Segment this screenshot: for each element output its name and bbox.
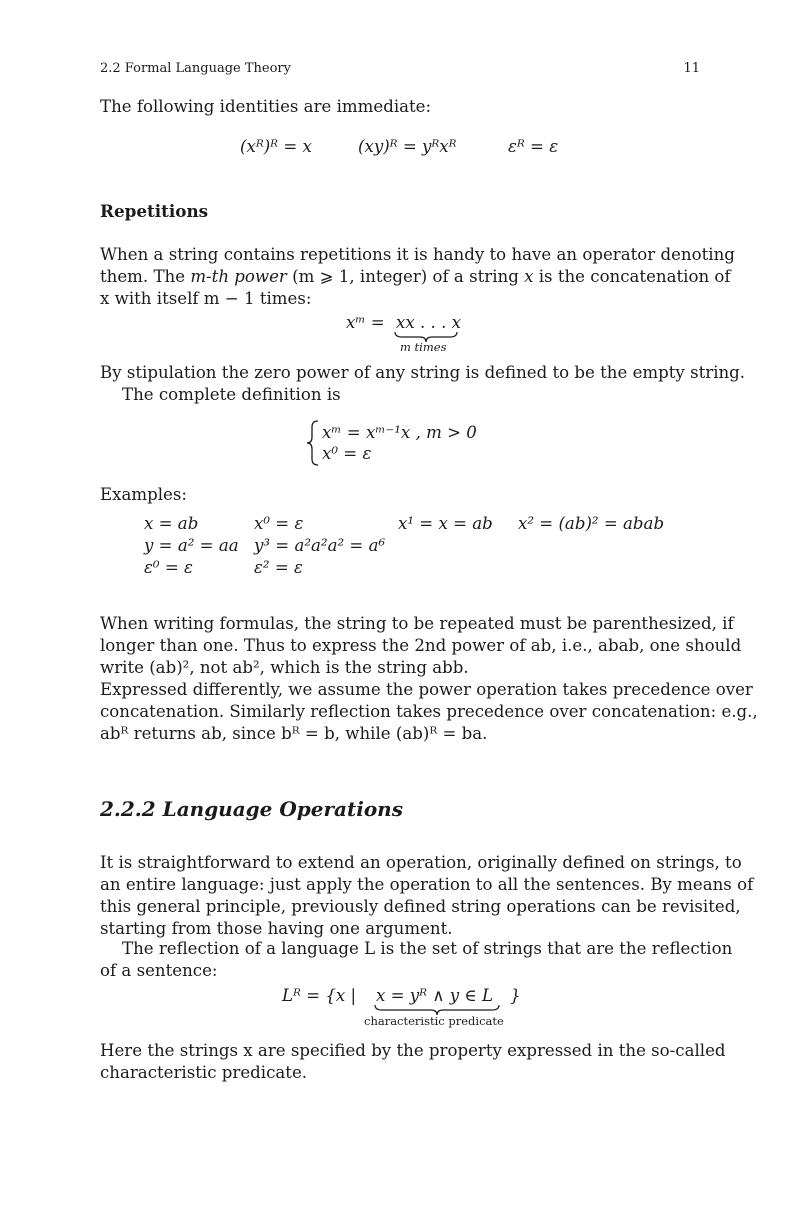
repetitions-para-line3: x with itself m − 1 times: (100, 289, 312, 308)
text-fragment: is the concatenation of (533, 267, 731, 286)
definition-line-recursive: xᵐ = xᵐ⁻¹x , m > 0 (322, 423, 477, 442)
complete-definition-intro: The complete definition is (122, 385, 341, 404)
reflection-formula-predicate: x = yᴿ ∧ y ∈ L (376, 986, 493, 1005)
precedence-para-line: Expressed differently, we assume the power operation takes precedence over (100, 680, 753, 699)
example-cell: x⁰ = ε (254, 514, 304, 533)
parenthesization-para-line: write (ab)², not ab², which is the string abb. (100, 658, 469, 677)
language-ops-para-line: this general principle, previously defined string operations can be revisited, (100, 897, 741, 916)
example-cell: ε⁰ = ε (144, 558, 193, 577)
precedence-para-line: abᴿ returns ab, since bᴿ = b, while (ab)ᴿ = ba. (100, 724, 488, 743)
zero-power-sentence: By stipulation the zero power of any string is defined to be the empty string. (100, 363, 746, 382)
example-cell: y³ = a²a²a² = a⁶ (254, 536, 386, 555)
language-ops-para-line: an entire language: just apply the operation to all the sentences. By means of (100, 875, 754, 894)
identity-empty-reflection: εᴿ = ε (508, 137, 559, 156)
text-fragment: (m ⩾ 1, integer) of a string (286, 267, 525, 286)
characteristic-para-line: characteristic predicate. (100, 1063, 308, 1082)
underbrace-label-characteristic-predicate: characteristic predicate (364, 1014, 504, 1028)
term-m-th-power: m-th power (190, 267, 287, 286)
power-formula-rhs: xx . . . x (396, 313, 461, 332)
subsection-heading-language-operations: 2.2.2 Language Operations (100, 797, 403, 821)
precedence-para-line: concatenation. Similarly reflection takes precedence over concatenation: e.g., (100, 702, 758, 721)
repetitions-para-line2 (100, 266, 731, 288)
characteristic-para-line: Here the strings x are specified by the property expressed in the so-called (100, 1041, 726, 1060)
var-x: x (524, 267, 534, 286)
parenthesization-para-line: longer than one. Thus to express the 2nd power of ab, i.e., abab, one should (100, 636, 742, 655)
page-number: 11 (683, 61, 700, 76)
example-cell: x¹ = x = ab (398, 514, 493, 533)
running-header: 2.2 Formal Language Theory (100, 61, 291, 76)
repetitions-para-line1: When a string contains repetitions it is handy to have an operator denoting (100, 245, 735, 264)
reflection-formula-lhs: Lᴿ = {x | (282, 986, 357, 1005)
reflection-para-line1: The reflection of a language L is the set of strings that are the reflection (122, 939, 733, 958)
text-fragment: them. The (100, 267, 191, 286)
identity-double-reflection: (xᴿ)ᴿ = x (240, 137, 312, 156)
language-ops-para-line: It is straightforward to extend an operation, originally defined on strings, to (100, 853, 742, 872)
parenthesization-para-line: When writing formulas, the string to be repeated must be parenthesized, if (100, 614, 734, 633)
reflection-para-line2: of a sentence: (100, 961, 218, 980)
underbrace-label-m-times: m times (400, 340, 447, 354)
left-brace-icon (306, 420, 320, 466)
language-ops-para-line: starting from those having one argument. (100, 919, 453, 938)
definition-line-base: x⁰ = ε (322, 444, 372, 463)
example-cell: ε² = ε (254, 558, 303, 577)
power-formula-lhs: xᵐ = (346, 313, 385, 332)
example-cell: y = a² = aa (144, 536, 239, 555)
example-cell: x² = (ab)² = abab (518, 514, 665, 533)
intro-text: The following identities are immediate: (100, 97, 432, 116)
repetitions-heading: Repetitions (100, 201, 209, 221)
example-cell: x = ab (144, 514, 199, 533)
examples-label: Examples: (100, 485, 187, 504)
reflection-formula-close: } (510, 986, 521, 1005)
identity-product-reflection: (xy)ᴿ = yᴿxᴿ (358, 137, 457, 156)
